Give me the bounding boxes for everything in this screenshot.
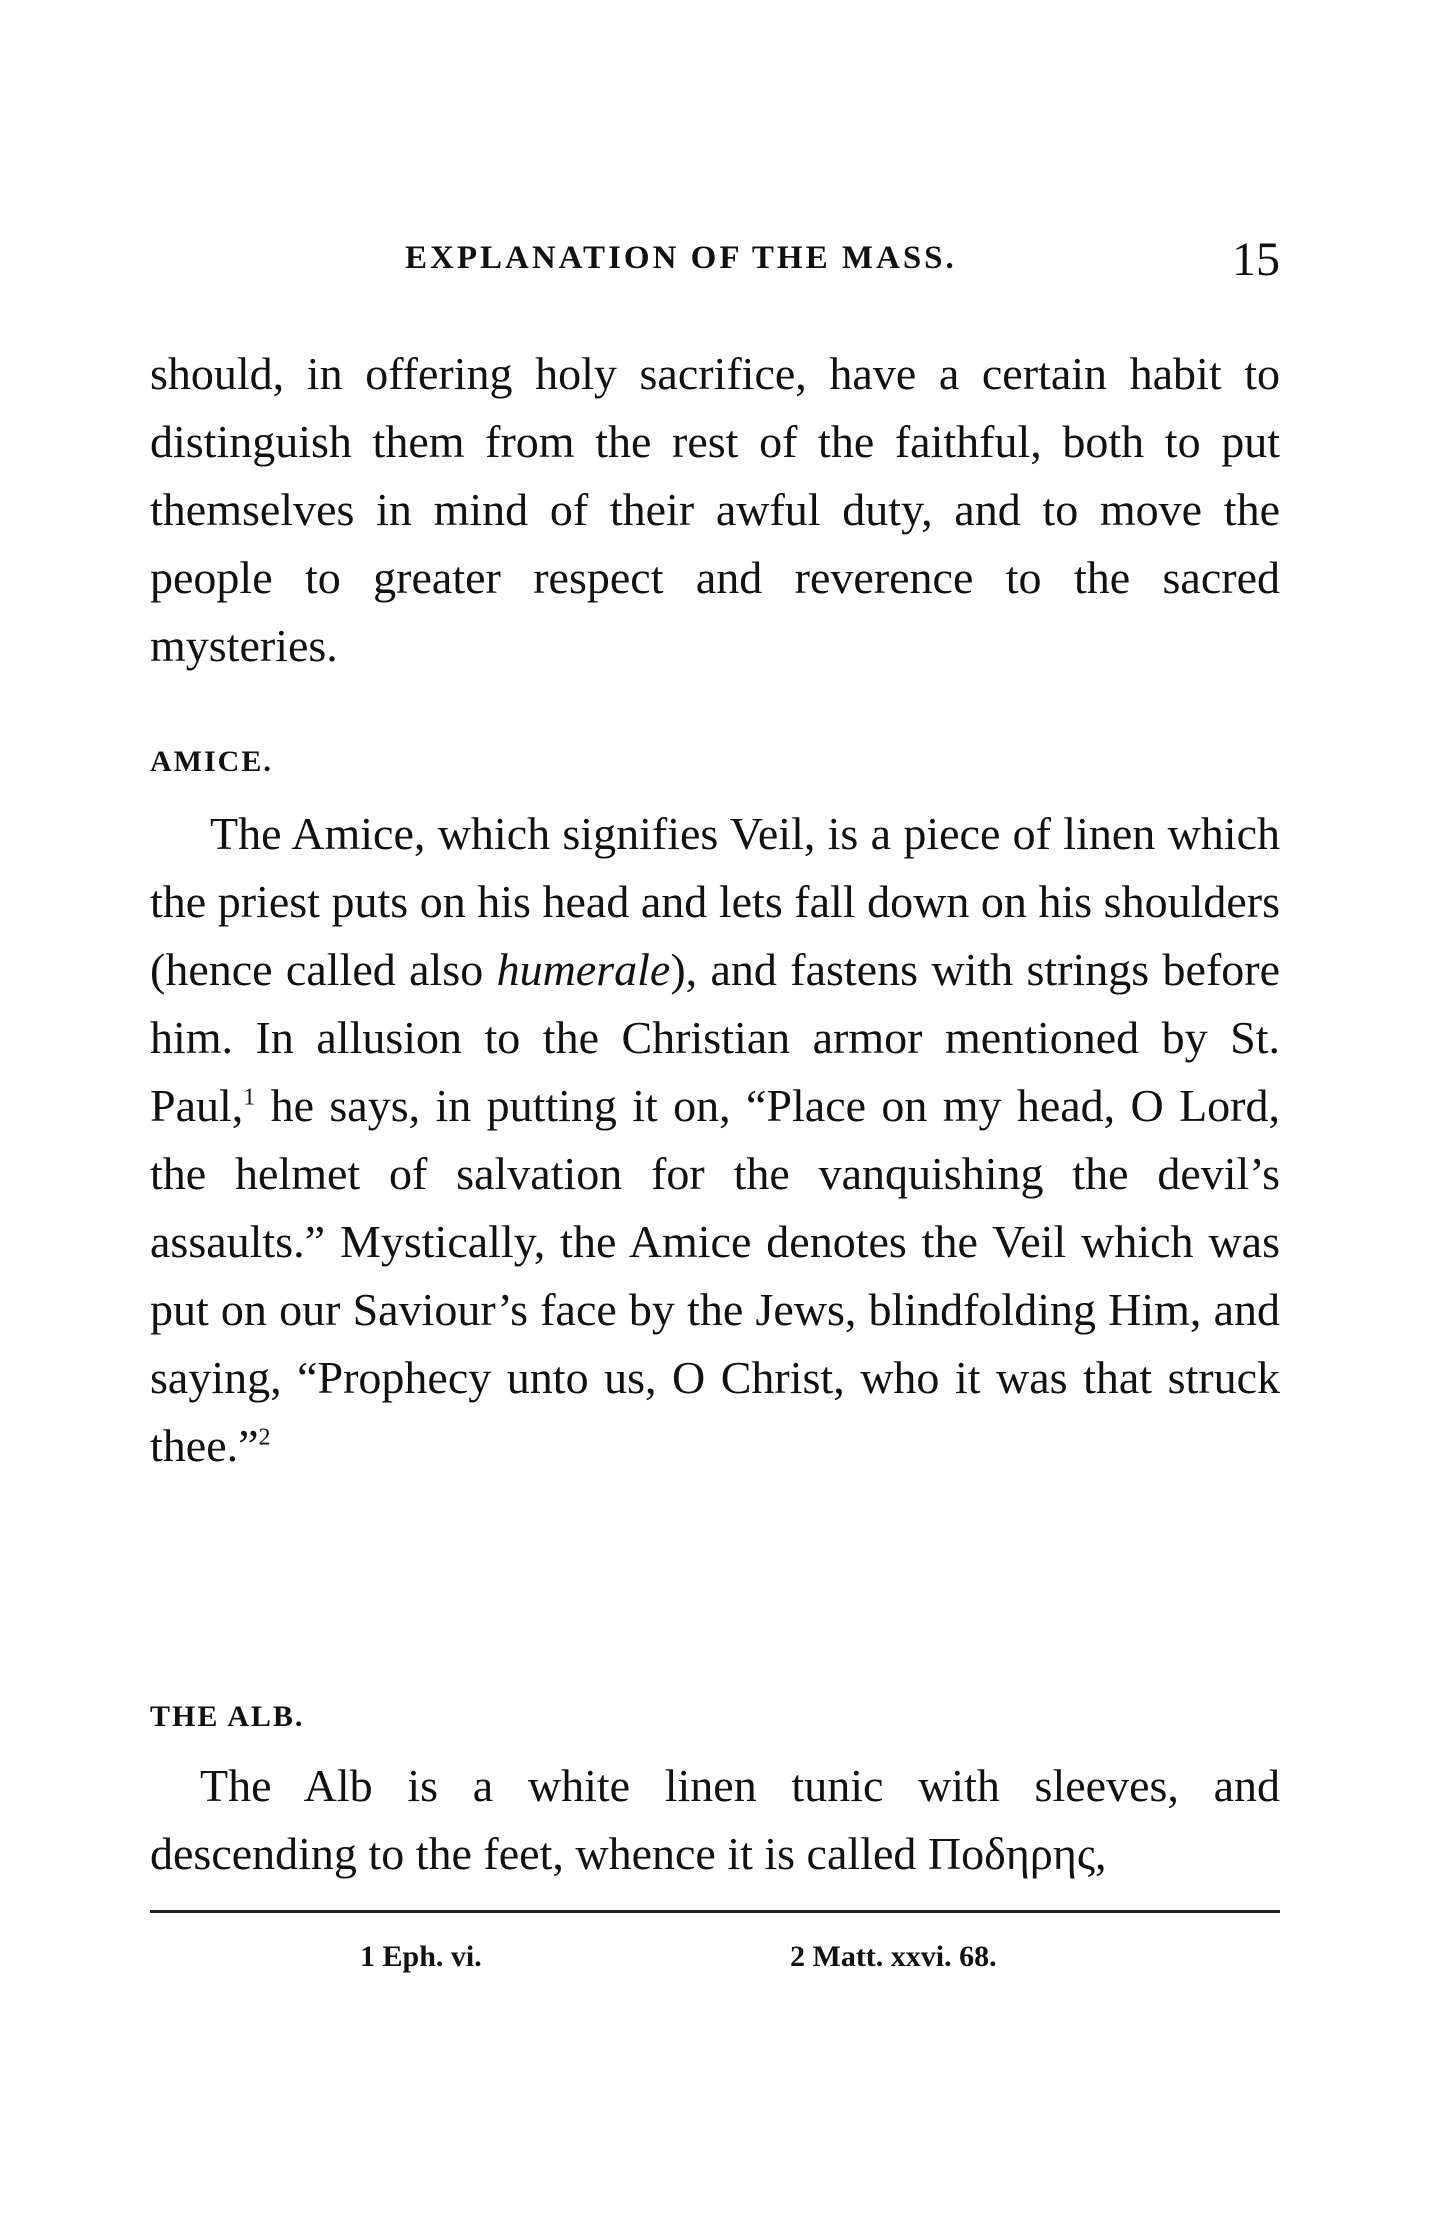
intro-paragraph: should, in offering holy sacrifice, have a certain habit to distinguish them from the rest of the faithful, both to put themselves in mind of their awful duty, and to move the people to greater respect and reverence to the sacred mysteries. [150, 348, 1280, 671]
amice-heading: AMICE. [150, 745, 273, 778]
footnote-1: 1 Eph. vi. [360, 1940, 482, 1973]
footnotes [150, 1940, 1280, 1990]
amice-text-3: he says, in putting it on, “Place on my head, O Lord, the helmet of salvation for the vanquishing the devil’s assaults.” Mystically, the Amice denotes the Veil which was put on our Saviour’s face by the Jews, blindfolding Him, and saying, “Prophecy unto us, O Christ, who it was that struck thee.” [150, 1080, 1280, 1471]
footnote-ref-1: 1 [243, 1084, 256, 1111]
footnote-2: 2 Matt. xxvi. 68. [790, 1940, 997, 1973]
alb-heading: THE ALB. [150, 1700, 305, 1733]
alb-paragraph: The Alb is a white linen tunic with sleeves, and descending to the feet, whence it is called Ποδηρης, [150, 1760, 1280, 1879]
amice-text-1: The Amice, which signifies Veil, is a piece of linen which the priest puts on his head and lets fall down on his shoulders (hence called also [150, 808, 1280, 995]
footnote-divider [150, 1910, 1280, 1913]
amice-text-2: ), and fastens with strings before him. In allusion to the Christian armor mentioned by St. Paul, [150, 944, 1281, 1131]
page-number: 15 [1232, 233, 1280, 286]
running-head [150, 232, 1280, 292]
amice-paragraph [150, 800, 1280, 1480]
amice-italic-term: humerale [496, 944, 671, 995]
footnote-ref-2: 2 [258, 1424, 271, 1451]
running-title: EXPLANATION OF THE MASS. [405, 240, 957, 276]
